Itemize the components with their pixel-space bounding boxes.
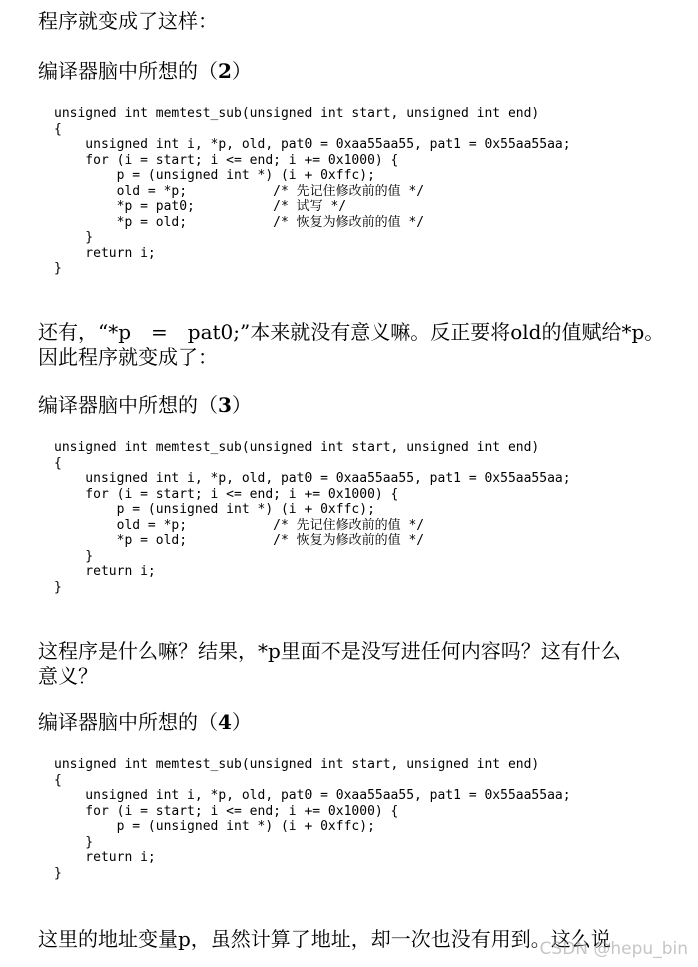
code-line: return i; [54, 850, 156, 865]
paragraph-pat0-line1: 还有，“*p = pat0;”本来就没有意义嘛。反正要将old的值赋给*p。 [38, 320, 665, 344]
code-line: return i; [54, 564, 156, 579]
heading-compiler-thought-4 [38, 709, 252, 736]
code-line: } [54, 834, 94, 850]
intro-text: 程序就变成了这样： [38, 9, 218, 33]
code-line: unsigned int memtest_sub(unsigned int start, unsigned int end) [54, 440, 540, 455]
code-line: old = *p; /* 先记住修改前的值 */ [54, 517, 425, 533]
code-line: unsigned int i, *p, old, pat0 = 0xaa55aa55, pat1 = 0x55aa55aa; [54, 788, 571, 803]
heading-number: 4 [218, 710, 232, 734]
code-line: unsigned int memtest_sub(unsigned int start, unsigned int end) [54, 106, 540, 121]
code-line: old = *p; /* 先记住修改前的值 */ [54, 183, 425, 199]
paragraph-pat0-line2: 因此程序就变成了： [38, 345, 218, 369]
paragraph-meaning-line2: 意义？ [38, 664, 98, 688]
heading-prefix: 编译器脑中所想的（ [38, 59, 218, 83]
csdn-watermark: CSDN @hepu_bin [539, 939, 688, 959]
code-line: unsigned int i, *p, old, pat0 = 0xaa55aa55, pat1 = 0x55aa55aa; [54, 137, 571, 152]
heading-suffix: ） [231, 710, 252, 734]
code-line: { [54, 121, 62, 137]
heading-suffix: ） [231, 59, 252, 83]
code-line: { [54, 772, 62, 788]
code-line: *p = pat0; /* 试写 */ [54, 199, 347, 214]
code-line: for (i = start; i <= end; i += 0x1000) { [54, 486, 399, 502]
code-line: p = (unsigned int *) (i + 0xffc); [54, 502, 375, 517]
paragraph-meaning-line1: 这程序是什么嘛？结果，*p里面不是没写进任何内容吗？这有什么 [38, 639, 621, 663]
code-line: return i; [54, 245, 156, 261]
code-line: } [54, 548, 94, 564]
heading-number: 3 [218, 393, 232, 417]
heading-prefix: 编译器脑中所想的（ [38, 710, 218, 734]
code-line: for (i = start; i <= end; i += 0x1000) { [54, 803, 399, 819]
heading-compiler-thought-2 [38, 58, 252, 85]
code-block-4 [54, 757, 571, 881]
heading-suffix: ） [231, 393, 252, 417]
code-line: *p = old; /* 恢复为修改前的值 */ [54, 533, 425, 548]
heading-compiler-thought-3 [38, 392, 252, 419]
code-line: p = (unsigned int *) (i + 0xffc); [54, 168, 375, 183]
code-line: p = (unsigned int *) (i + 0xffc); [54, 819, 375, 834]
paragraph-address-variable: 这里的地址变量p，虽然计算了地址，却一次也没有用到。这么说 [38, 927, 611, 951]
code-line: } [54, 865, 62, 881]
heading-prefix: 编译器脑中所想的（ [38, 393, 218, 417]
code-line: } [54, 261, 62, 276]
code-block-3 [54, 440, 571, 595]
heading-number: 2 [218, 59, 232, 83]
code-line: unsigned int memtest_sub(unsigned int start, unsigned int end) [54, 757, 540, 772]
code-line: { [54, 455, 62, 471]
code-line: } [54, 230, 94, 245]
code-line: *p = old; /* 恢复为修改前的值 */ [54, 214, 425, 230]
code-line: for (i = start; i <= end; i += 0x1000) { [54, 152, 399, 168]
code-block-2 [54, 106, 571, 277]
code-line: } [54, 579, 62, 595]
code-line: unsigned int i, *p, old, pat0 = 0xaa55aa55, pat1 = 0x55aa55aa; [54, 471, 571, 486]
